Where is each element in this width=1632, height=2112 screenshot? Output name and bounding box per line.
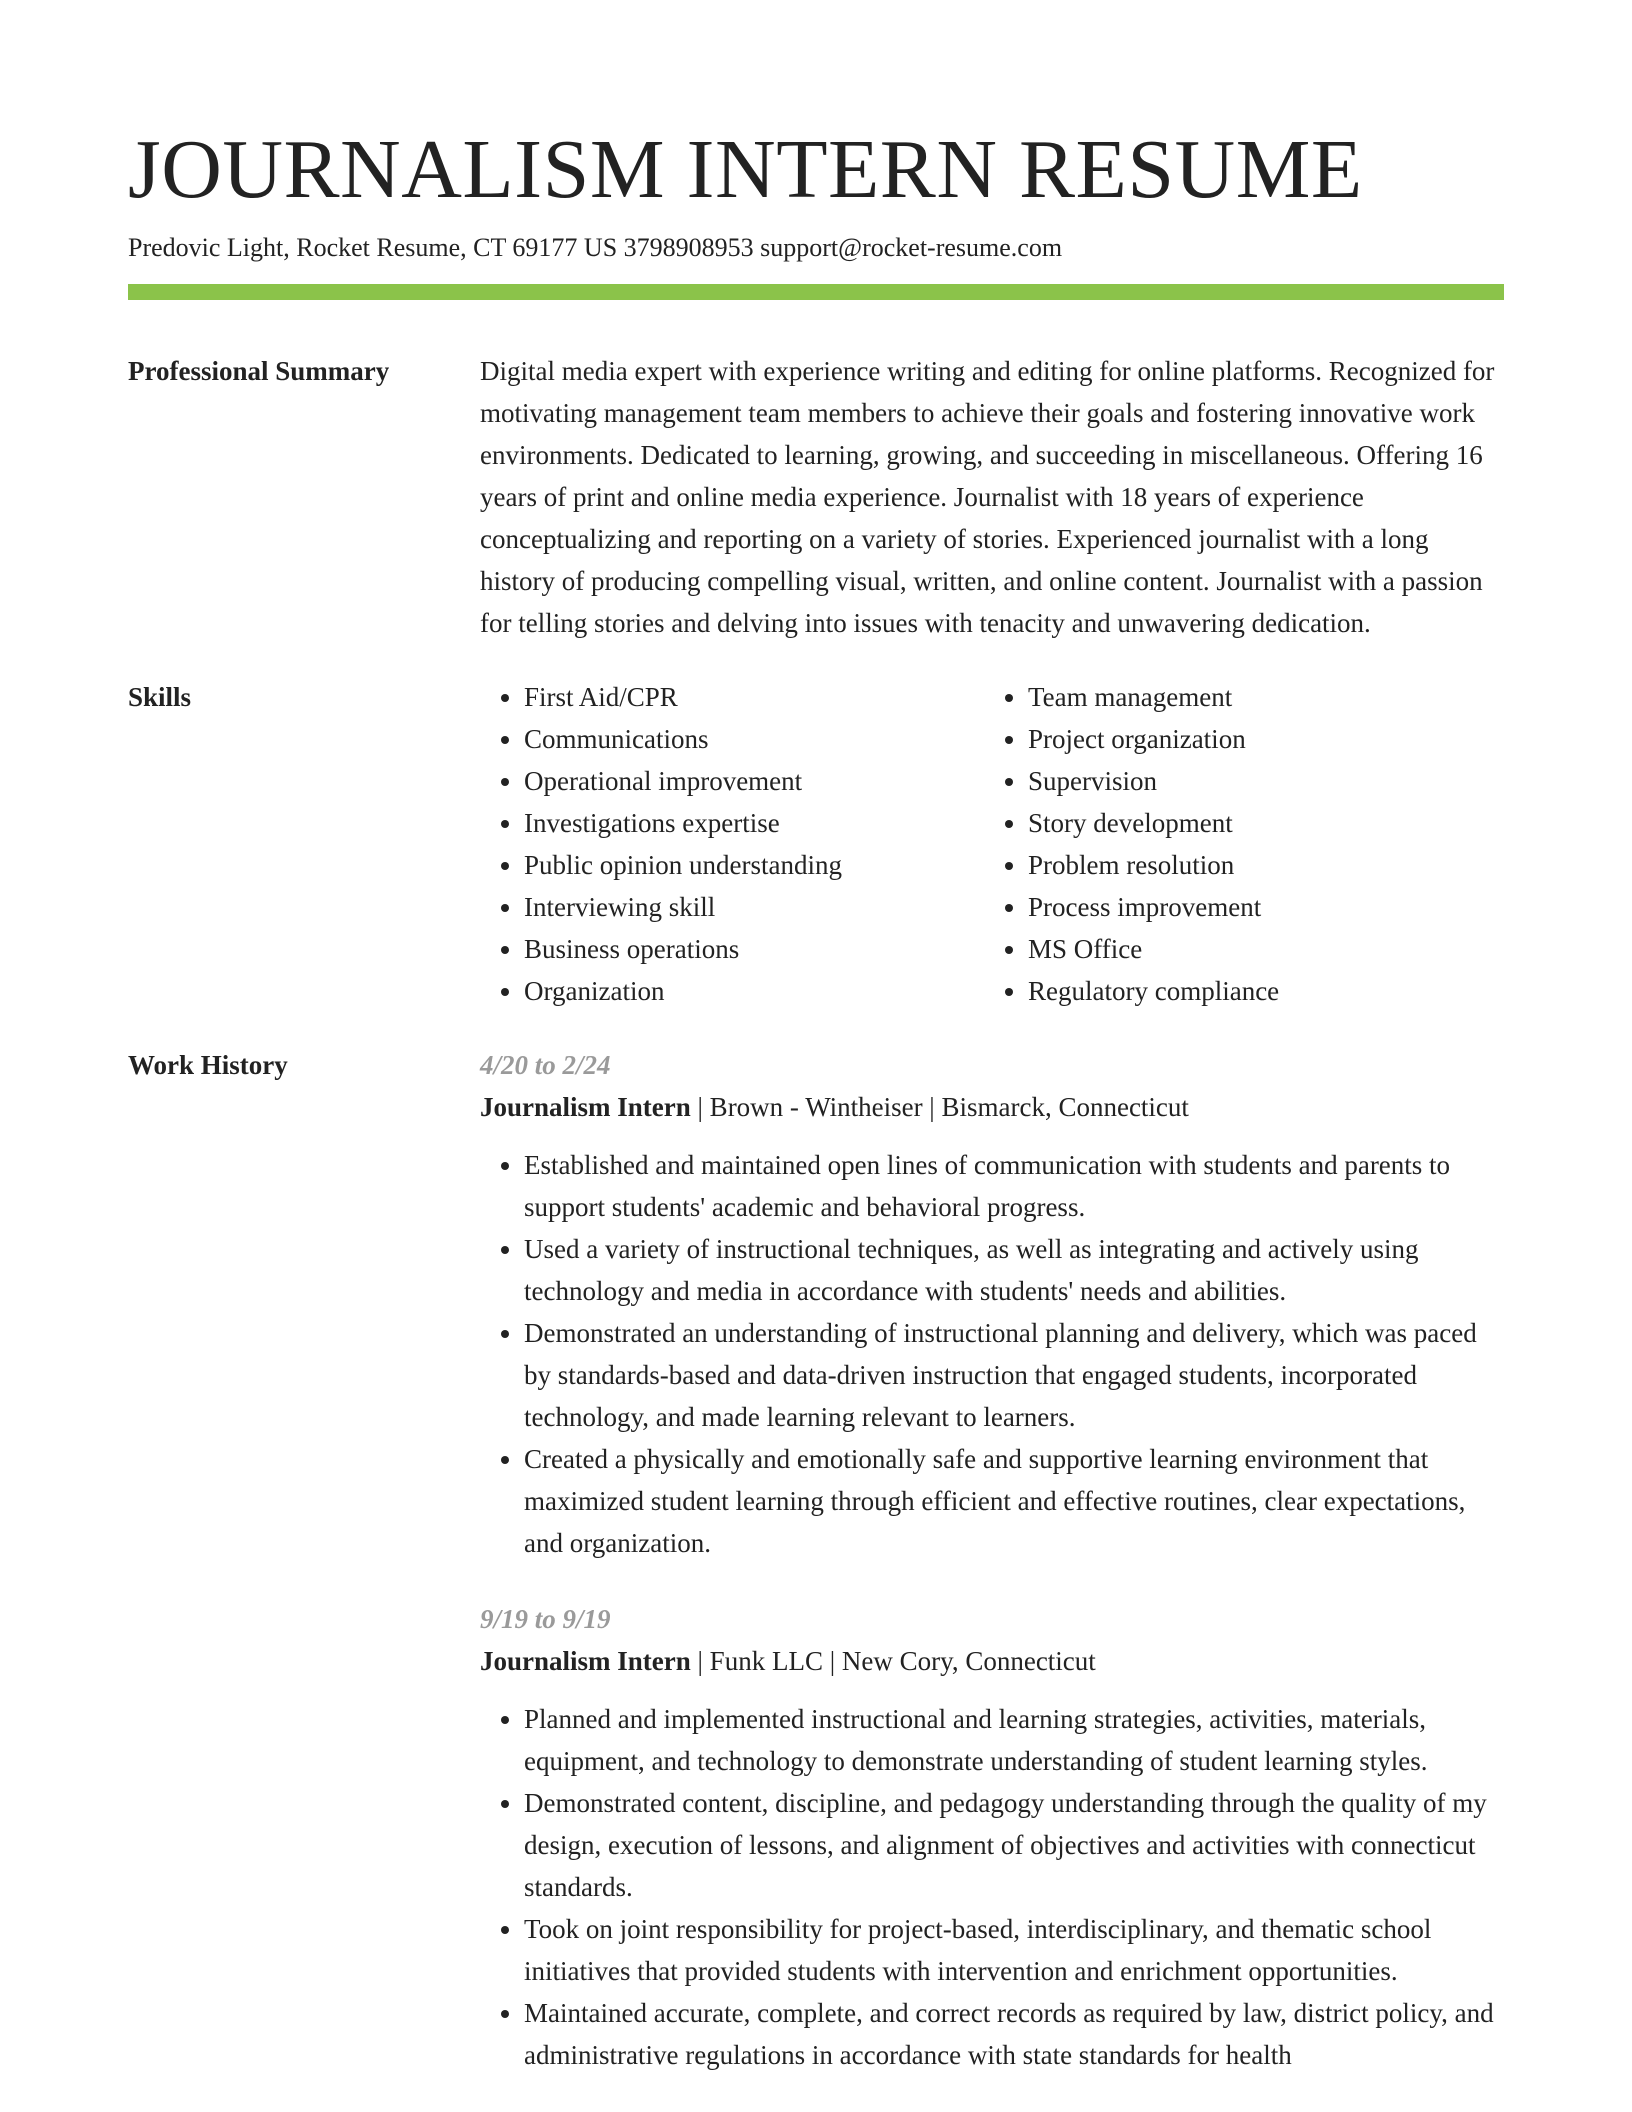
skill-item: • Regulatory compliance bbox=[1028, 970, 1504, 1012]
job-dates: 4/20 to 2/24 bbox=[480, 1050, 611, 1080]
skills-list-left bbox=[480, 676, 984, 1012]
skill-item: • Team management bbox=[1028, 676, 1504, 718]
skill-item: • Business operations bbox=[524, 928, 984, 970]
job-bullet-list bbox=[480, 1698, 1504, 2076]
skills-columns bbox=[480, 676, 1504, 1012]
job-details: | Funk LLC | New Cory, Connecticut bbox=[690, 1646, 1096, 1676]
work-history-section bbox=[128, 1044, 1504, 2076]
job-bullet: • Maintained accurate, complete, and correct records as required by law, district policy, and administrative regulations in accordance with state standards for health bbox=[524, 1992, 1504, 2076]
resume-title: JOURNALISM INTERN RESUME bbox=[128, 123, 1363, 216]
job-bullet-list bbox=[480, 1144, 1504, 1564]
job-bullet: • Demonstrated an understanding of instructional planning and delivery, which was paced by standards-based and data-driven instruction that engaged students, incorporated technology, and made learning relevant to learners. bbox=[524, 1312, 1504, 1438]
job-title: Journalism Intern bbox=[480, 1092, 691, 1122]
job-bullet: • Demonstrated content, discipline, and pedagogy understanding through the quality of my design, execution of lessons, and alignment of objectives and activities with connecticut standards. bbox=[524, 1782, 1504, 1908]
contact-line: Predovic Light, Rocket Resume, CT 69177 US 3798908953 support@rocket-resume.com bbox=[128, 233, 1063, 262]
skill-item: • Interviewing skill bbox=[524, 886, 984, 928]
skill-item: • Organization bbox=[524, 970, 984, 1012]
skill-item: • Project organization bbox=[1028, 718, 1504, 760]
job-bullet: • Took on joint responsibility for project-based, interdisciplinary, and thematic school initiatives that provided students with intervention and enrichment opportunities. bbox=[524, 1908, 1504, 1992]
summary-section bbox=[128, 350, 1504, 644]
job-heading bbox=[480, 1086, 1504, 1128]
skill-item: • Supervision bbox=[1028, 760, 1504, 802]
job-details: | Brown - Wintheiser | Bismarck, Connecticut bbox=[690, 1092, 1189, 1122]
skills-list-right bbox=[984, 676, 1504, 1012]
skill-item: • Public opinion understanding bbox=[524, 844, 984, 886]
job-entry bbox=[480, 1044, 1504, 1564]
job-bullet: • Planned and implemented instructional and learning strategies, activities, materials, equipment, and technology to demonstrate understanding of student learning styles. bbox=[524, 1698, 1504, 1782]
skill-item: • First Aid/CPR bbox=[524, 676, 984, 718]
skill-item: • Problem resolution bbox=[1028, 844, 1504, 886]
job-dates: 9/19 to 9/19 bbox=[480, 1604, 611, 1634]
job-bullet: • Created a physically and emotionally safe and supportive learning environment that maximized student learning through efficient and effective routines, clear expectations, and organization. bbox=[524, 1438, 1504, 1564]
skill-item: • Communications bbox=[524, 718, 984, 760]
summary-body bbox=[480, 350, 1504, 644]
summary-heading: Professional Summary bbox=[128, 356, 390, 386]
resume-page bbox=[128, 0, 1504, 2076]
job-heading bbox=[480, 1640, 1504, 1682]
job-bullet: • Established and maintained open lines of communication with students and parents to support students' academic and behavioral progress. bbox=[524, 1144, 1504, 1228]
summary-text: Digital media expert with experience writing and editing for online platforms. Recognized for motivating management team members to achieve their goals and fostering innovative work environments. Dedicated to learning, growing, and succeeding in miscellaneous. Offering 16 years of print and online media experience. Journalist with 18 years of experience conceptualizing and reporting on a variety of stories. Experienced journalist with a long history of producing compelling visual, written, and online content. Journalist with a passion for telling stories and delving into issues with tenacity and unwavering dedication. bbox=[480, 356, 1495, 638]
work-history-body bbox=[480, 1044, 1504, 2076]
job-title: Journalism Intern bbox=[480, 1646, 691, 1676]
job-entry bbox=[480, 1598, 1504, 2076]
work-history-heading: Work History bbox=[128, 1050, 288, 1080]
job-bullet: • Used a variety of instructional techniques, as well as integrating and actively using technology and media in accordance with students' needs and abilities. bbox=[524, 1228, 1504, 1312]
skills-body bbox=[480, 676, 1504, 1012]
skill-item: • MS Office bbox=[1028, 928, 1504, 970]
accent-divider bbox=[128, 284, 1504, 300]
skills-heading: Skills bbox=[128, 682, 192, 712]
skill-item: • Operational improvement bbox=[524, 760, 984, 802]
skill-item: • Process improvement bbox=[1028, 886, 1504, 928]
skill-item: • Story development bbox=[1028, 802, 1504, 844]
skill-item: • Investigations expertise bbox=[524, 802, 984, 844]
skills-section bbox=[128, 676, 1504, 1012]
